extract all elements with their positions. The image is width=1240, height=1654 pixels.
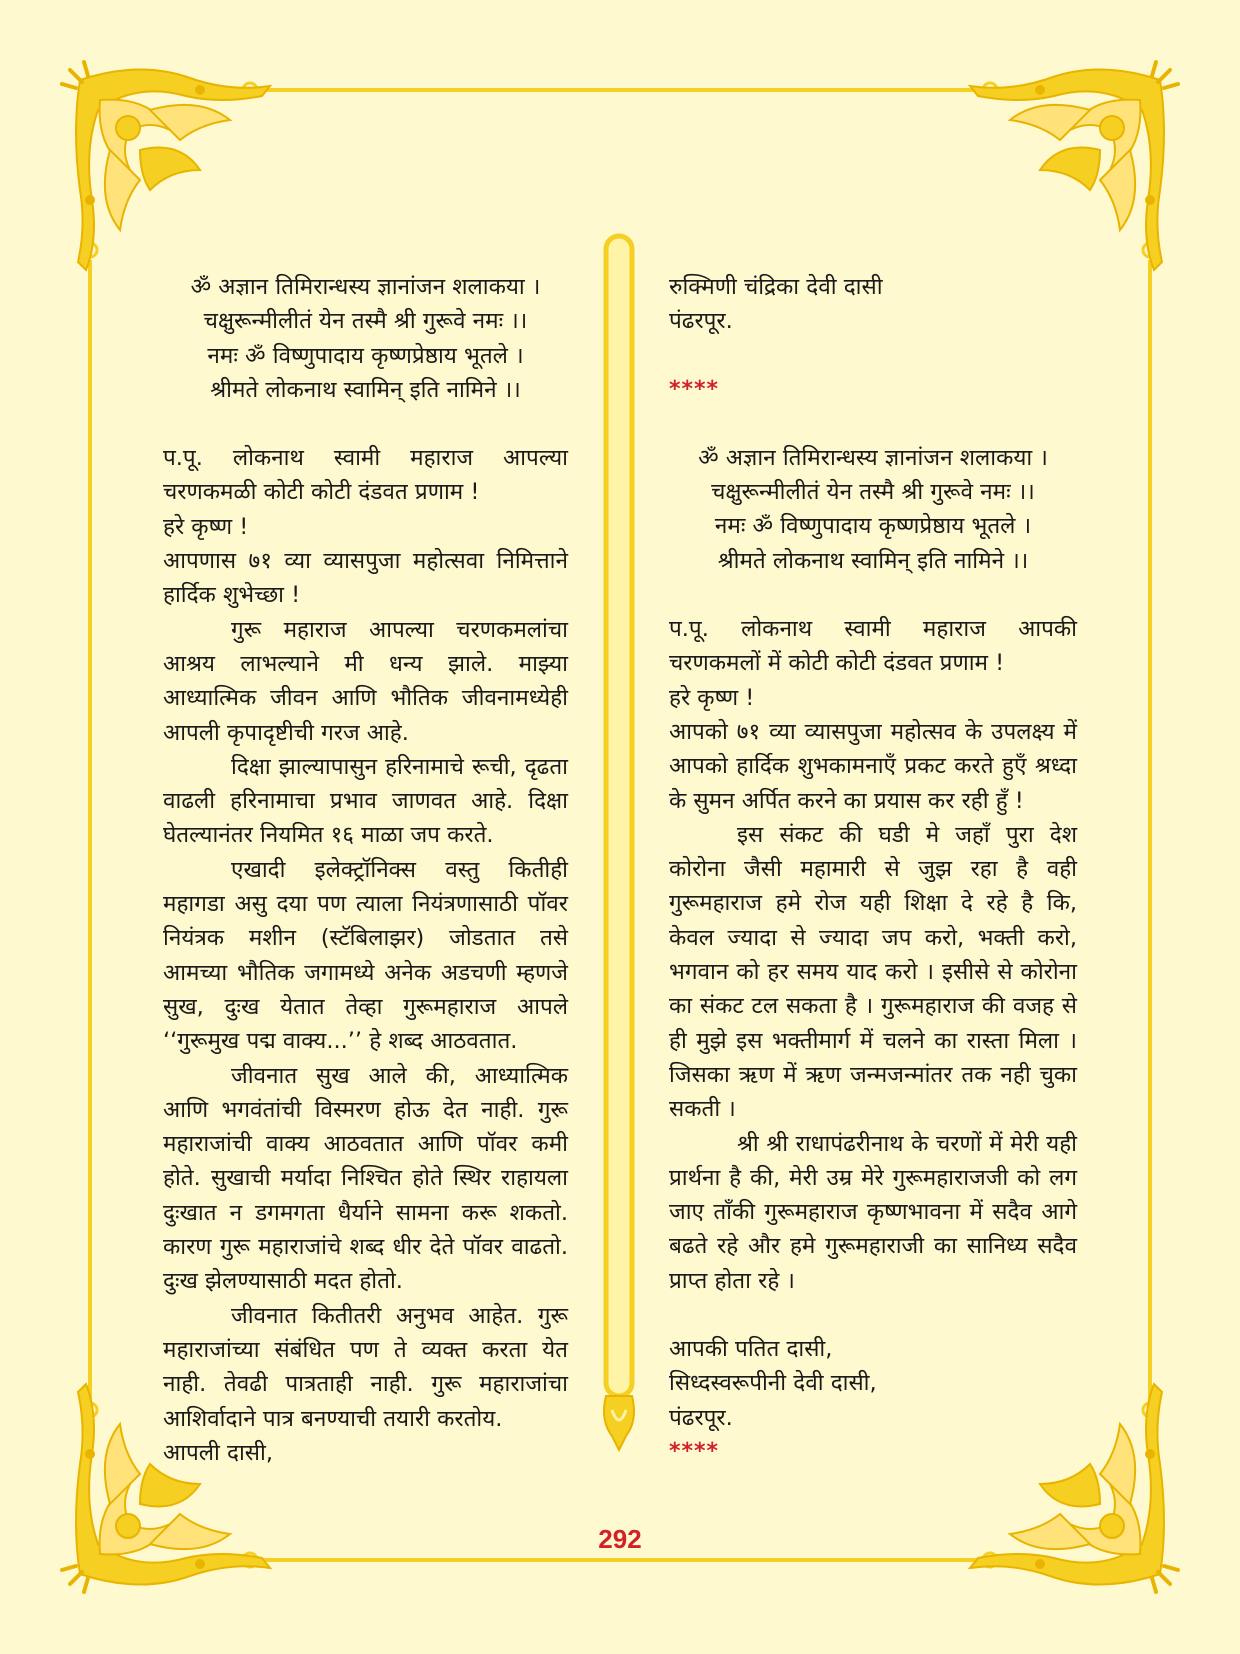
- paragraph: जीवनात कितीतरी अनुभव आहेत. गुरू महाराजांच्या संबंधित पण ते व्यक्त करता येत नाही. तेवढी पात्रताही नाही. गुरू महाराजांचा आशिर्वादाने पात्र बनण्याची तयारी करतोय.: [163, 1302, 568, 1432]
- salutation-line: प.पू. लोकनाथ स्वामी महाराज आपल्या: [163, 445, 568, 472]
- paragraph: गुरू महाराज आपल्या चरणकमलांचा आश्रय लाभल्याने मी धन्य झाले. माझ्या आध्यात्मिक जीवन आणि भौतिक जीवनामध्येही आपली कृपादृष्टीची गरज आहे.: [163, 616, 568, 746]
- paragraph: इस संकट की घडी मे जहाँ पुरा देश कोरोना जैसी महामारी से जुझ रहा है वही गुरूमहाराज हमे रोज यही शिक्षा दे रहे है कि, केवल ज्यादा से ज्यादा जप करो, भक्ती करो, भगवान को हर समय याद करो । इसीसे से कोरोना का संकट टल सकता है । गुरूमहाराज की वजह से ही मुझे इस भक्तीमार्ग में चलने का रास्ता मिला । जिसका ऋण में ऋण जन्मजन्मांतर तक नही चुका सकती ।: [669, 821, 1077, 1123]
- left-column: [163, 270, 568, 1470]
- shloka-line: चक्षुरून्मीलीतं येन तस्मै श्री गुरूवे नमः ।।: [711, 479, 1035, 506]
- page-number: 292: [598, 1524, 642, 1554]
- signature-line: सिध्दस्वरूपीनी देवी दासी,: [669, 1370, 877, 1397]
- salutation-line: चरणकमलों में कोटी कोटी दंडवत प्रणाम !: [669, 650, 1005, 677]
- shloka-line: ॐ अज्ञान तिमिरान्धस्य ज्ञानांजन शलाकया ।: [190, 274, 541, 300]
- wish-line: हार्दिक शुभेच्छा !: [163, 582, 301, 609]
- signature-line: पंढरपूर.: [669, 1404, 733, 1431]
- salutation-line: प.पू. लोकनाथ स्वामी महाराज आपकी: [669, 616, 1077, 643]
- shloka-line: चक्षुरून्मीलीतं येन तस्मै श्री गुरूवे नमः ।।: [203, 308, 528, 335]
- signature-line: रुक्मिणी चंद्रिका देवी दासी: [669, 274, 883, 300]
- signature-line: आपकी पतित दासी,: [669, 1336, 833, 1363]
- separator-stars: ****: [669, 1438, 720, 1464]
- signature-line: पंढरपूर.: [669, 308, 733, 335]
- shloka-line: श्रीमते लोकनाथ स्वामिन् इति नामिने ।।: [210, 376, 521, 403]
- paragraph: दिक्षा झाल्यापासुन हरिनामाचे रूची, दृढता वाढली हरिनामाचा प्रभाव जाणवत आहे. दिक्षा घेतल्यानंतर नियमित १६ माळा जप करते.: [163, 753, 568, 849]
- paragraph: जीवनात सुख आले की, आध्यात्मिक आणि भगवंतांची विस्मरण होऊ देत नाही. गुरू महाराजांची वाक्य आठवतात आणि पॉवर कमी होते. सुखाची मर्यादा निश्चित होते स्थिर राहायला दुःखात न डगमगता धैर्याने सामना करू शकतो. कारण गुरू महाराजांचे शब्द धीर देते पॉवर वाढतो. दुःख झेलण्यासाठी मदत होतो.: [163, 1062, 568, 1295]
- greeting: हरे कृष्ण !: [669, 684, 755, 711]
- wish-line: आपणास ७१ व्या व्यासपुजा महोत्सवा निमित्ताने: [163, 548, 568, 575]
- shloka-line: ॐ अज्ञान तिमिरान्धस्य ज्ञानांजन शलाकया ।: [698, 444, 1048, 471]
- shloka-line: श्रीमते लोकनाथ स्वामिन् इति नामिने ।।: [717, 547, 1029, 574]
- paragraph: एखादी इलेक्ट्रॉनिक्स वस्तु कितीही महागडा असु दया पण त्याला नियंत्रणासाठी पॉवर नियंत्रक मशीन (स्टॅबिलाझर) जोडतात तसे आमच्या भौतिक जगामध्ये अनेक अडचणी म्हणजे सुख, दुःख येतात तेव्हा गुरूमहाराज आपले ‘‘गुरूमुख पद्म वाक्य...’’ हे शब्द आठवतात.: [163, 856, 568, 1055]
- wish-paragraph: आपको ७१ व्या व्यासपुजा महोत्सव के उपलक्ष्य में आपको हार्दिक शुभकामनाएँ प्रकट करते हुएँ श्रध्दा के सुमन अर्पित करने का प्रयास कर रही हुँ !: [669, 718, 1077, 814]
- right-column: [669, 270, 1077, 1469]
- shloka-line: नमः ॐ विष्णुपादाय कृष्णप्रेष्ठाय भूतले ।: [207, 342, 524, 369]
- separator-stars: ****: [669, 376, 720, 402]
- greeting: हरे कृष्ण !: [163, 513, 249, 540]
- paragraph: श्री श्री राधापंढरीनाथ के चरणों में मेरी यही प्रार्थना है की, मेरी उम्र मेरे गुरूमहाराजजी को लग जाए ताँकी गुरूमहाराज कृष्णभावना में सदैव आगे बढते रहे और हमे गुरूमहाराजी का सानिध्य सदैव प्राप्त होता रहे ।: [669, 1130, 1077, 1294]
- salutation-line: चरणकमळी कोटी कोटी दंडवत प्रणाम !: [163, 479, 480, 506]
- signoff: आपली दासी,: [163, 1439, 273, 1466]
- shloka-line: नमः ॐ विष्णुपादाय कृष्णप्रेष्ठाय भूतले ।: [714, 513, 1032, 540]
